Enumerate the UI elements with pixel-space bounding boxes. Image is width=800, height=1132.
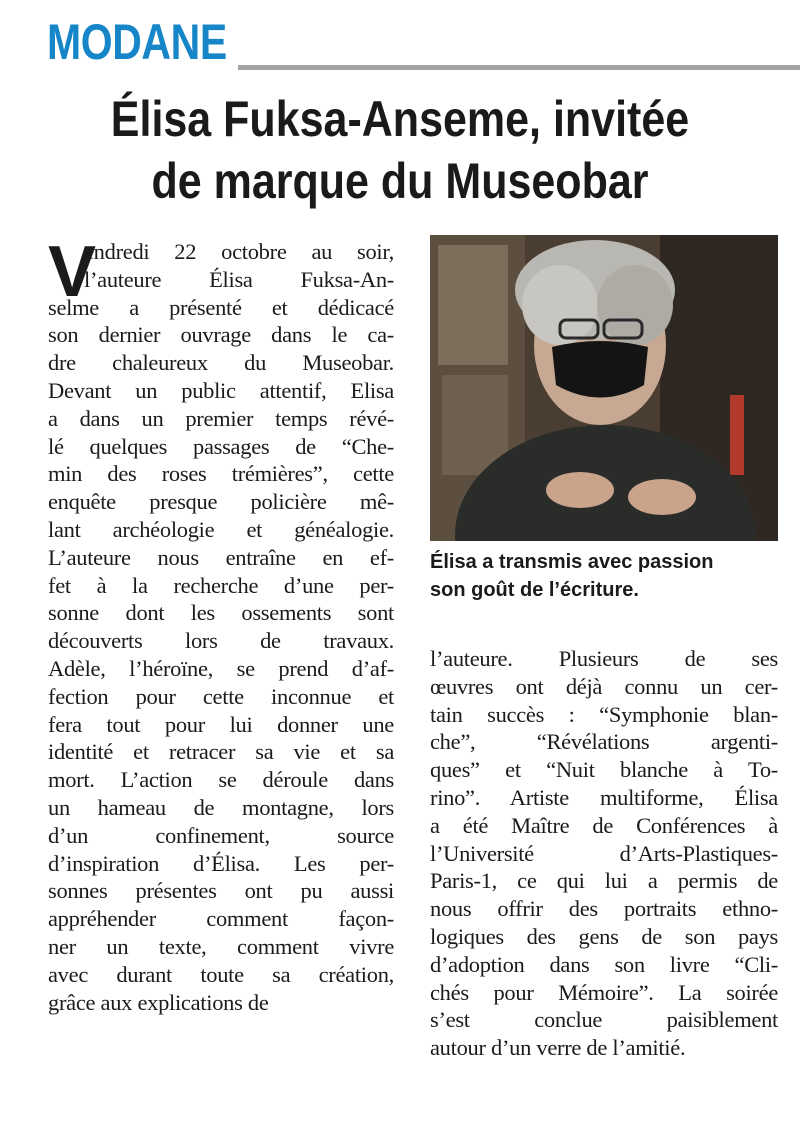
drop-cap: V <box>48 232 97 312</box>
article-line: enquête presque policière mê- <box>48 489 394 515</box>
article-line: d’adoption dans son livre “Cli- <box>430 951 778 977</box>
article-line: ques” et “Nuit blanche à To- <box>430 757 778 783</box>
section-rule <box>238 65 800 70</box>
caption-line-1: Élisa a transmis avec passion <box>430 551 714 573</box>
article-line: logiques des gens de son pays <box>430 923 778 949</box>
article-line: a été Maître de Conférences à <box>430 812 778 838</box>
photo-illustration <box>430 235 778 541</box>
article-line: a dans un premier temps révé- <box>48 405 394 431</box>
article-column-right <box>430 645 778 1062</box>
article-line: œuvres ont déjà connu un cer- <box>430 673 778 699</box>
article-line: grâce aux explications de <box>48 989 269 1015</box>
article-line: d’inspiration d’Élisa. Les per- <box>48 850 394 876</box>
article-line: lant archéologie et généalogie. <box>48 516 394 542</box>
article-line: che”, “Révélations argenti- <box>430 729 778 755</box>
article-line: selme a présenté et dédicacé <box>48 294 394 320</box>
article-line: ner un texte, comment vivre <box>48 933 394 959</box>
article-line: Adèle, l’héroïne, se prend d’af- <box>48 655 394 681</box>
article-column-left <box>48 232 394 1016</box>
article-line: lé quelques passages de “Che- <box>48 433 394 459</box>
article-line: sonne dont les ossements sont <box>48 600 394 626</box>
article-line: fet à la recherche d’une per- <box>48 572 394 598</box>
article-line: fera tout pour lui donner une <box>48 711 394 737</box>
article-line: l’auteure Élisa Fuksa-An- <box>84 266 394 292</box>
article-line: min des roses trémières”, cette <box>48 461 394 487</box>
article-line: mort. L’action se déroule dans <box>48 767 394 793</box>
section-label: MODANE <box>47 14 227 70</box>
article-line: identité et retracer sa vie et sa <box>48 739 394 765</box>
article-line: son dernier ouvrage dans le ca- <box>48 322 394 348</box>
article-line: découverts lors de travaux. <box>48 628 394 654</box>
section-header <box>0 0 800 80</box>
article-line: l’auteure. Plusieurs de ses <box>430 646 778 671</box>
article-line: autour d’un verre de l’amitié. <box>430 1035 686 1061</box>
article-line: dre chaleureux du Museobar. <box>48 350 394 376</box>
article-line: L’auteure nous entraîne en ef- <box>48 544 394 570</box>
article-line: rino”. Artiste multiforme, Élisa <box>430 784 778 810</box>
article-line: nous offrir des portraits ethno- <box>430 896 778 922</box>
headline <box>30 88 770 212</box>
article-line: appréhender comment façon- <box>48 906 394 932</box>
article-line: Devant un public attentif, Elisa <box>48 377 394 403</box>
article-line: tain succès : “Symphonie blan- <box>430 701 778 727</box>
headline-line-2: de marque du Museobar <box>151 153 649 209</box>
photo-caption <box>430 548 778 604</box>
article-line: Paris-1, ce qui lui a permis de <box>430 868 778 894</box>
article-line: avec durant toute sa création, <box>48 961 394 987</box>
headline-line-1: Élisa Fuksa-Anseme, invitée <box>110 91 690 147</box>
article-line: chés pour Mémoire”. La soirée <box>430 979 778 1005</box>
article-line: fection pour cette inconnue et <box>48 683 394 709</box>
article-line: l’Université d’Arts-Plastiques- <box>430 840 778 866</box>
article-line: un hameau de montagne, lors <box>48 794 394 820</box>
article-line: d’un confinement, source <box>48 822 394 848</box>
article-line: sonnes présentes ont pu aussi <box>48 878 394 904</box>
article-line: s’est conclue paisiblement <box>430 1007 778 1033</box>
caption-line-2: son goût de l’écriture. <box>430 579 639 601</box>
article-line: endredi 22 octobre au soir, <box>84 239 394 264</box>
article-photo <box>430 235 778 541</box>
